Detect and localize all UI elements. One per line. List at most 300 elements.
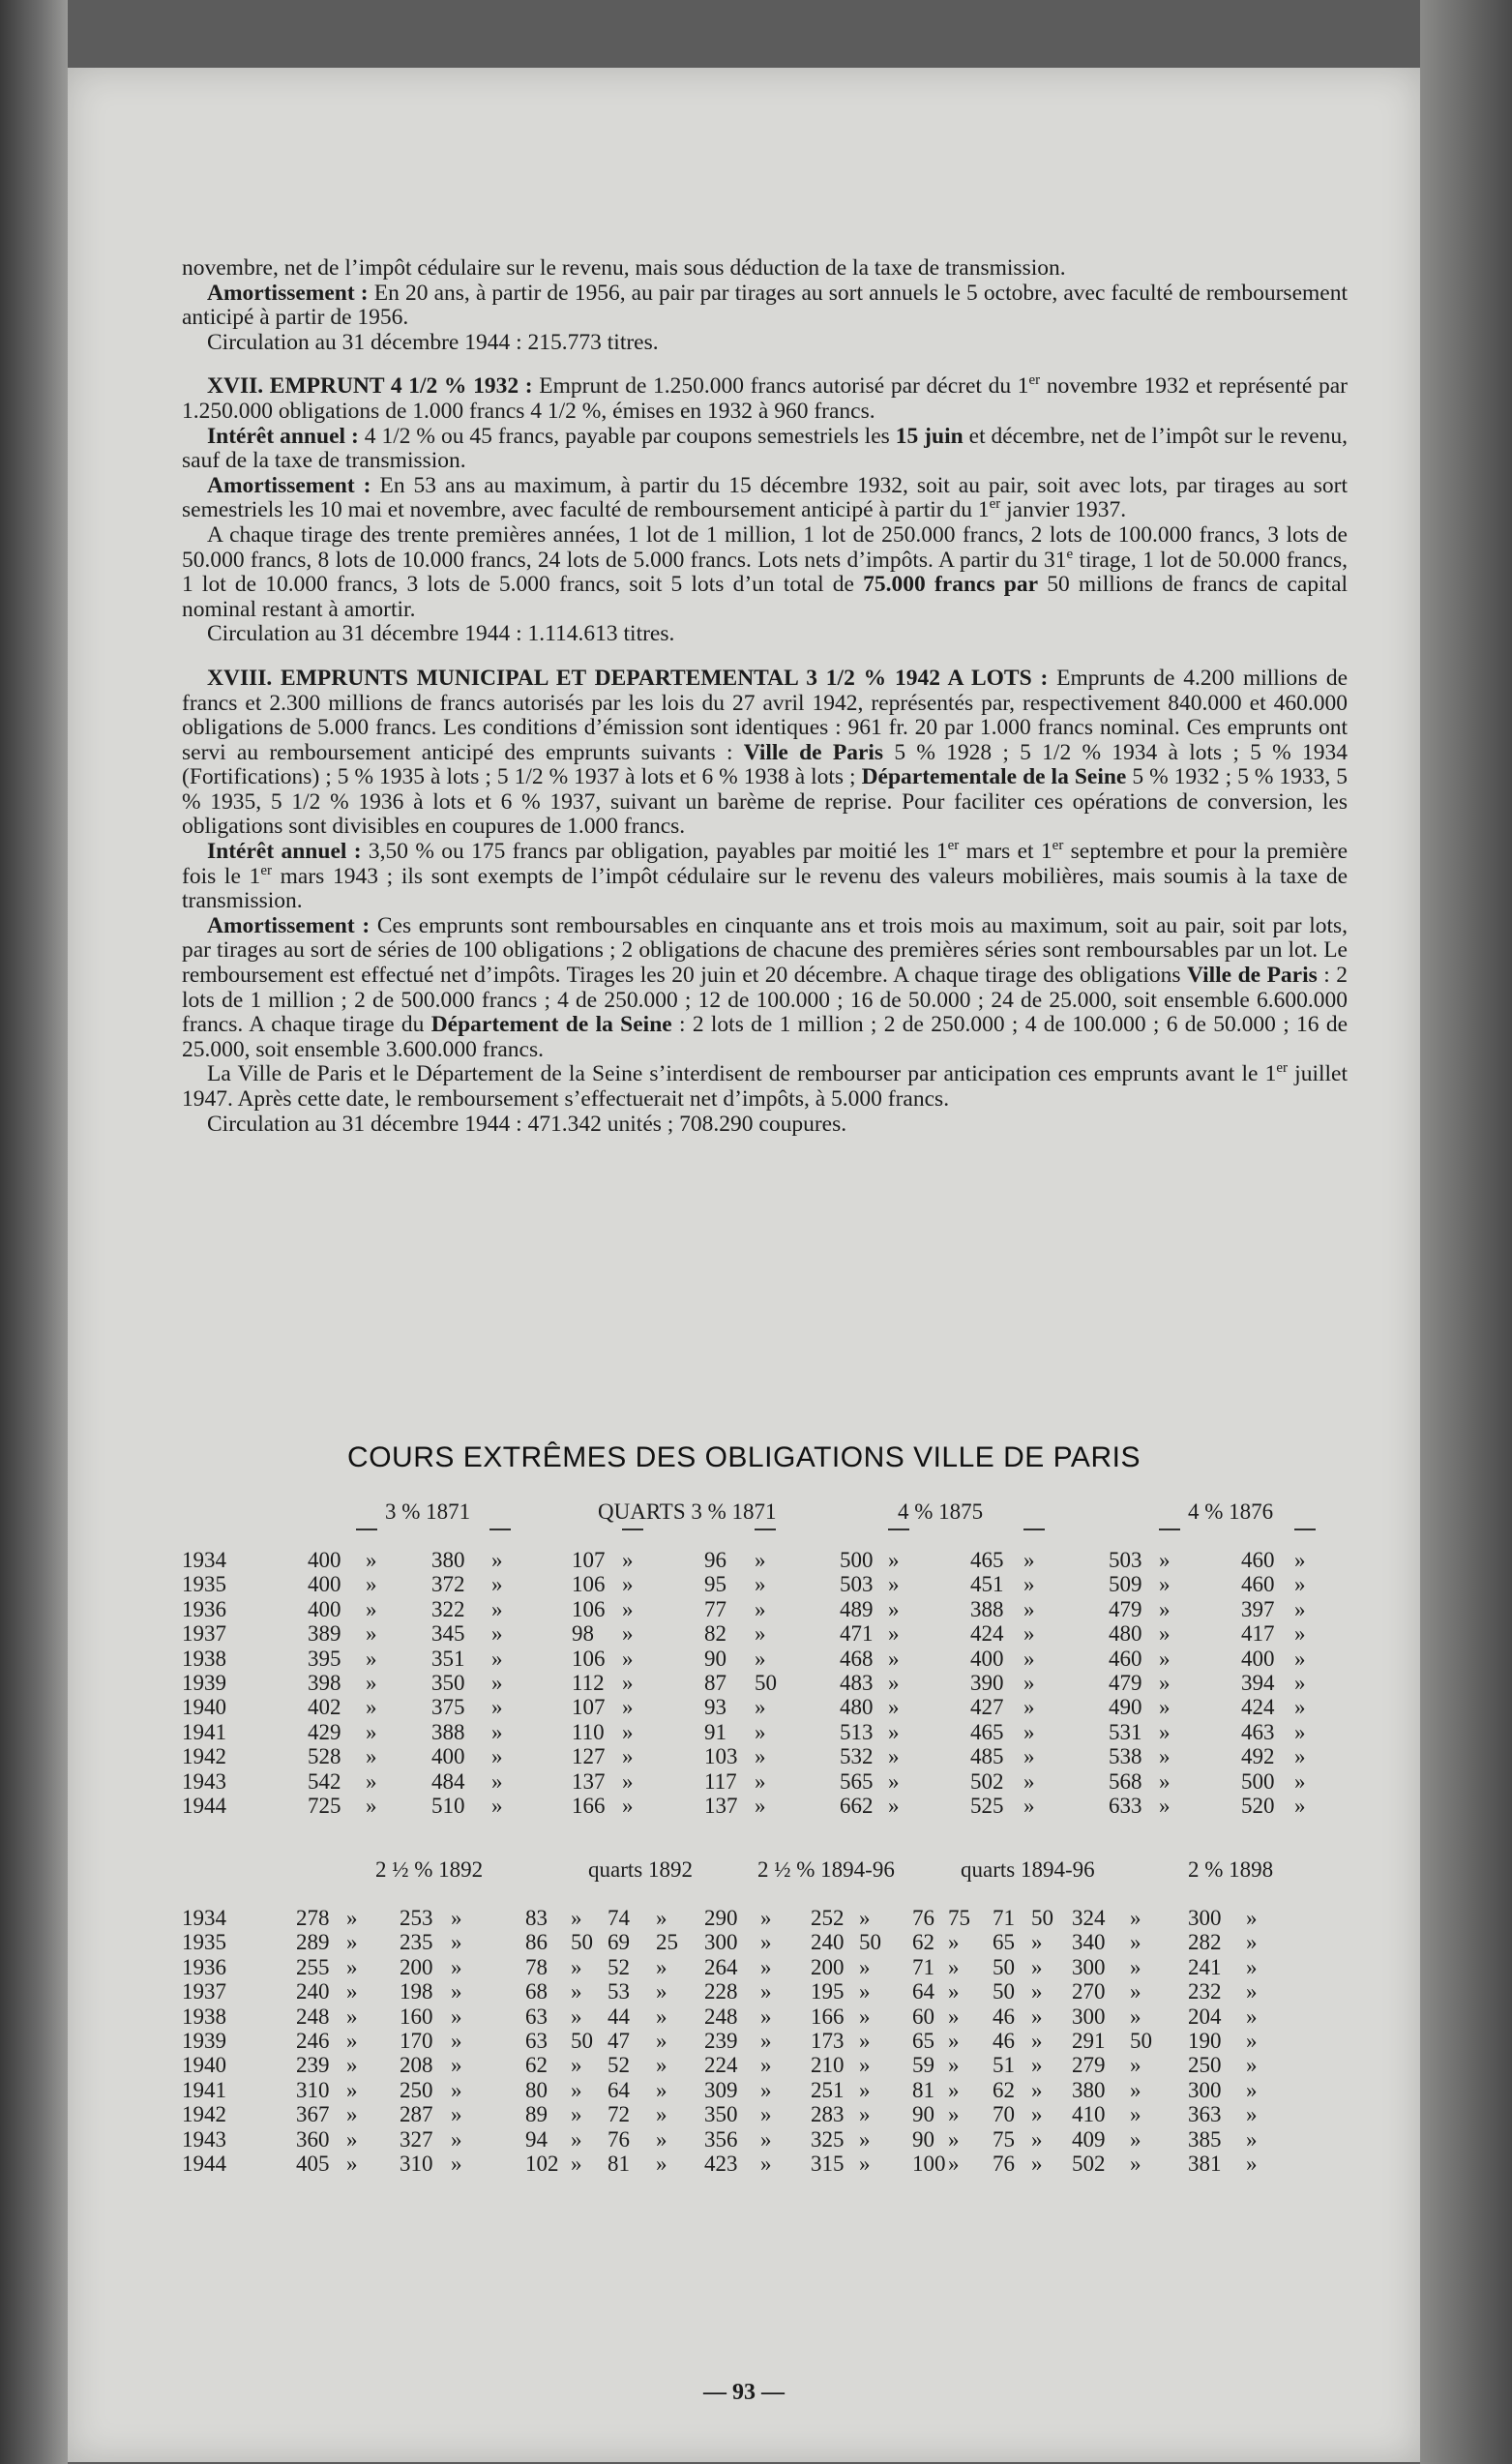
table-2-value-cell: 248 (296, 2004, 330, 2029)
table-2-row (182, 2004, 1348, 2029)
document-page (68, 68, 1420, 2462)
table-1-value-cell: 503 (1109, 1548, 1142, 1572)
table-1-fraction-cell: » (755, 1621, 766, 1647)
table-2-fraction-cell: » (656, 1979, 667, 2004)
table-1-row (182, 1671, 1348, 1695)
table-1-fraction-cell: » (1294, 1621, 1306, 1647)
table-2-fraction-cell: » (1130, 1954, 1141, 1979)
table-1-value-cell: 395 (308, 1646, 341, 1671)
table-1-fraction-cell: » (755, 1572, 766, 1597)
table-1-fraction-cell: » (366, 1768, 377, 1794)
table-2-fraction-cell: » (571, 2102, 582, 2127)
table-1-row (182, 1548, 1348, 1572)
table-2-fraction-cell: » (1031, 2004, 1043, 2029)
table-1-value-cell: 350 (431, 1670, 465, 1695)
section-xvii: XVII. EMPRUNT 4 1/2 % 1932 : Emprunt de 1.250.000 francs autorisé par décret du 1er novembre 1932 et représenté par 1.250.000 obligations de 1.000 francs 4 1/2 %, émises en 1932 à 960 francs. (182, 372, 1349, 424)
table-2-value-cell: 63 (525, 2004, 548, 2029)
table-2-fraction-cell: » (1130, 2102, 1141, 2127)
table-2-fraction-cell: » (346, 1930, 358, 1955)
table-2-value-cell: 310 (296, 2077, 330, 2102)
table-1-value-cell: 484 (431, 1768, 465, 1794)
table-1-fraction-cell: » (755, 1695, 766, 1720)
table-1-fraction-cell: » (1294, 1646, 1306, 1671)
table-2-value-cell: 71 (912, 1954, 934, 1979)
table-1-value-cell: 429 (308, 1719, 341, 1744)
table-2-value-cell: 502 (1072, 2151, 1106, 2176)
table-2-fraction-cell: » (451, 1954, 462, 1979)
table-1-value-cell: 95 (704, 1572, 726, 1597)
table-1-value-cell: 542 (308, 1768, 341, 1794)
table-1-row (182, 1695, 1348, 1719)
table-1-fraction-cell: 50 (755, 1670, 777, 1695)
table-2-value-cell: 50 (993, 1979, 1015, 2004)
table-2-col-header: quarts 1892 (588, 1857, 693, 1882)
table-2-value-cell: 241 (1188, 1954, 1222, 1979)
table-2-value-cell: 324 (1072, 1906, 1106, 1930)
table-2-fraction-cell: 50 (571, 1930, 593, 1955)
table-2-value-cell: 76 (993, 2151, 1015, 2176)
section-xviii-note: La Ville de Paris et le Département de la Seine s’interdisent de rembourser par anticipation ces emprunts avant le 1er juillet 1947. Après cette date, le remboursement s’effectuerait net d’impôts, à 5.000 francs. (182, 1060, 1348, 1112)
table-1-value-cell: 503 (840, 1572, 874, 1597)
table-2-fraction-cell: » (948, 2028, 960, 2053)
table-2-fraction-cell: » (451, 1930, 462, 1955)
table-1-row (182, 1744, 1348, 1768)
table-2-fraction-cell: » (948, 2004, 960, 2029)
section-xviii-circulation: Circulation au 31 décembre 1944 : 471.342 unités ; 708.290 coupures. (207, 1111, 847, 1137)
table-2-value-cell: 283 (811, 2102, 845, 2127)
table-1-fraction-cell: » (366, 1596, 377, 1621)
table-2-header (182, 1857, 1348, 1886)
table-1-value-cell: 96 (704, 1548, 726, 1572)
table-2-value-cell: 325 (811, 2126, 845, 2152)
table-2-value-cell: 300 (1072, 2004, 1106, 2029)
table-2-fraction-cell: » (346, 1906, 358, 1930)
table-1-value-cell: 107 (572, 1695, 606, 1720)
table-2-value-cell: 239 (704, 2028, 738, 2053)
table-1-value-cell: 479 (1109, 1670, 1142, 1695)
table-2-fraction-cell: » (656, 2102, 667, 2127)
table-2-fraction-cell: » (451, 1979, 462, 2004)
table-2-value-cell: 46 (993, 2004, 1015, 2029)
table-1-fraction-cell: » (491, 1695, 503, 1720)
table-1-fraction-cell: » (755, 1596, 766, 1621)
table-1-value-cell: 532 (840, 1744, 874, 1769)
table-2-fraction-cell: » (948, 1979, 960, 2004)
table-1-fraction-cell: » (1159, 1548, 1171, 1572)
table-2-fraction-cell: » (346, 2004, 358, 2029)
table-1-fraction-cell: » (622, 1548, 634, 1572)
table-1-row (182, 1647, 1348, 1671)
table-2-value-cell: 62 (912, 1930, 934, 1955)
paragraph-circulation: Circulation au 31 décembre 1944 : 215.773 titres. (207, 329, 659, 355)
table-1-row (182, 1769, 1348, 1794)
table-1-fraction-cell: » (622, 1719, 634, 1744)
table-2-fraction-cell: » (346, 2028, 358, 2053)
table-1-value-cell: 460 (1241, 1572, 1275, 1597)
table-2-fraction-cell: » (948, 1930, 960, 1955)
table-1-fraction-cell: » (366, 1744, 377, 1769)
section-xvii-amortissement: Amortissement : En 53 ans au maximum, à partir du 15 décembre 1932, soit au pair, soit avec lots, par tirages au sort semestriels les 10 mai et novembre, avec faculté de remboursement anticipé à partir du 1er janvier 1937. (182, 472, 1349, 523)
table-2-fraction-cell: » (760, 2053, 772, 2078)
table-1-fraction-cell: » (755, 1646, 766, 1671)
paragraph-amortissement: Amortissement : En 20 ans, à partir de 1956, au pair par tirages au sort annuels le 5 octobre, avec faculté de remboursement anticipé à partir de 1956. (182, 280, 1348, 331)
table-2-fraction-cell: » (948, 2077, 960, 2102)
table-1-fraction-cell: » (1023, 1744, 1035, 1769)
table-2-fraction-cell: » (1031, 2077, 1043, 2102)
section-xvii-title: XVII. EMPRUNT 4 1/2 % 1932 : (207, 373, 533, 400)
table-2-value-cell: 240 (811, 1930, 845, 1955)
table-2-fraction-cell: » (656, 2053, 667, 2078)
table-2-fraction-cell: » (656, 1906, 667, 1930)
table-2-value-cell: 290 (704, 1906, 738, 1930)
table-2-value-cell: 200 (811, 1954, 845, 1979)
table-2-value-cell: 170 (400, 2028, 433, 2053)
table-2-fraction-cell: » (451, 2004, 462, 2029)
table-2-value-cell: 315 (811, 2151, 845, 2176)
table-2-fraction-cell: » (571, 1906, 582, 1930)
table-1-fraction-cell: » (1294, 1744, 1306, 1769)
table-2-value-cell: 340 (1072, 1930, 1106, 1955)
table-2-fraction-cell: » (656, 1954, 667, 1979)
table-2-fraction-cell: » (1246, 2004, 1258, 2029)
table-2-value-cell: 255 (296, 1954, 330, 1979)
table-1-value-cell: 394 (1241, 1670, 1275, 1695)
table-1-value-cell: 460 (1241, 1548, 1275, 1572)
table-2-fraction-cell: » (948, 2151, 960, 2176)
table-1-value-cell: 417 (1241, 1621, 1275, 1647)
table-2-fraction-cell: 75 (948, 1906, 970, 1930)
table-2-value-cell: 83 (525, 1906, 548, 1930)
table-2-value-cell: 270 (1072, 1979, 1106, 2004)
table-1-value-cell: 509 (1109, 1572, 1142, 1597)
table-2-fraction-cell: » (948, 2126, 960, 2152)
table-2-value-cell: 70 (993, 2102, 1015, 2127)
table-1-value-cell: 538 (1109, 1744, 1142, 1769)
table-2-year-cell: 1939 (182, 2028, 226, 2053)
table-2-year-cell: 1937 (182, 1979, 226, 2004)
table-2-fraction-cell: » (656, 2151, 667, 2176)
table-2-fraction-cell: » (760, 2126, 772, 2152)
table-2-col-header: 2 ½ % 1894-96 (757, 1857, 895, 1882)
table-2-value-cell: 59 (912, 2053, 934, 2078)
table-2-fraction-cell: » (1130, 1979, 1141, 2004)
table-1-fraction-cell: » (1159, 1695, 1171, 1720)
table-1-fraction-cell: » (1159, 1793, 1171, 1818)
table-1-fraction-cell: » (1159, 1744, 1171, 1769)
table-2-value-cell: 251 (811, 2077, 845, 2102)
table-2-year-cell: 1942 (182, 2102, 226, 2127)
table-1-fraction-cell: » (622, 1646, 634, 1671)
table-2-fraction-cell: » (656, 2126, 667, 2152)
table-2-value-cell: 86 (525, 1930, 548, 1955)
table-2-fraction-cell: » (451, 2126, 462, 2152)
table-2-value-cell: 81 (912, 2077, 934, 2102)
table-1-fraction-cell: » (366, 1572, 377, 1597)
table-2-fraction-cell: » (451, 2053, 462, 2078)
table-2-fraction-cell: » (1130, 1906, 1141, 1930)
table-1-row (182, 1597, 1348, 1621)
table-2-value-cell: 75 (993, 2126, 1015, 2152)
table-2-value-cell: 253 (400, 1906, 433, 1930)
table-2-value-cell: 62 (525, 2053, 548, 2078)
table-2-value-cell: 47 (608, 2028, 630, 2053)
table-2-fraction-cell: » (760, 2102, 772, 2127)
table-2-value-cell: 89 (525, 2102, 548, 2127)
table-1-value-cell: 388 (970, 1596, 1004, 1621)
table-1-fraction-cell: » (491, 1719, 503, 1744)
table-2-value-cell: 190 (1188, 2028, 1222, 2053)
table-1-fraction-cell: » (366, 1646, 377, 1671)
table-2-fraction-cell: » (1246, 1979, 1258, 2004)
table-2-fraction-cell: » (1130, 2126, 1141, 2152)
table-2-fraction-cell: » (859, 2053, 871, 2078)
table-1-fraction-cell: » (1023, 1572, 1035, 1597)
table-1-value-cell: 520 (1241, 1793, 1275, 1818)
table-2-fraction-cell: » (1031, 1930, 1043, 1955)
table-2-fraction-cell: 50 (859, 1930, 881, 1955)
table-2-value-cell: 74 (608, 1906, 630, 1930)
table-1-fraction-cell: » (366, 1670, 377, 1695)
table-1-fraction-cell: » (622, 1695, 634, 1720)
table-1-value-cell: 117 (704, 1768, 737, 1794)
table-1-value-cell: 112 (572, 1670, 605, 1695)
table-2-value-cell: 210 (811, 2053, 845, 2078)
table-1-fraction-cell: » (366, 1719, 377, 1744)
table-2-value-cell: 208 (400, 2053, 433, 2078)
table-2-value-cell: 173 (811, 2028, 845, 2053)
table-2-fraction-cell: » (451, 2151, 462, 2176)
table-1-year-cell: 1936 (182, 1596, 226, 1621)
table-1-value-cell: 400 (970, 1646, 1004, 1671)
table-1-value-cell: 424 (970, 1621, 1004, 1647)
table-2-value-cell: 287 (400, 2102, 433, 2127)
table-2-fraction-cell: » (1246, 2077, 1258, 2102)
table-1-value-cell: 402 (308, 1695, 341, 1720)
table-2-value-cell: 51 (993, 2053, 1015, 2078)
table-2-value-cell: 252 (811, 1906, 845, 1930)
table-2-value-cell: 228 (704, 1979, 738, 2004)
table-2-fraction-cell: » (1246, 2126, 1258, 2152)
table-2-value-cell: 360 (296, 2126, 330, 2152)
table-1-value-cell: 513 (840, 1719, 874, 1744)
table-1-fraction-cell: » (366, 1793, 377, 1818)
table-1-fraction-cell: » (755, 1768, 766, 1794)
table-2-fraction-cell: » (1130, 1930, 1141, 1955)
table-1-row (182, 1572, 1348, 1596)
table-2-value-cell: 300 (1188, 1906, 1222, 1930)
table-2-value-cell: 80 (525, 2077, 548, 2102)
table-1-fraction-cell: » (1294, 1695, 1306, 1720)
table-2-fraction-cell: » (346, 1954, 358, 1979)
table-1-row (182, 1621, 1348, 1646)
table-2-col-header: 2 ½ % 1892 (375, 1857, 484, 1882)
table-1-fraction-cell: » (1023, 1621, 1035, 1647)
table-1-year-cell: 1940 (182, 1695, 226, 1720)
table-1-fraction-cell: » (1294, 1548, 1306, 1572)
table-1-value-cell: 465 (970, 1719, 1004, 1744)
table-1-value-cell: 380 (431, 1548, 465, 1572)
table-2-fraction-cell: » (1031, 2126, 1043, 2152)
table-2-fraction-cell: » (859, 2077, 871, 2102)
table-1-value-cell: 351 (431, 1646, 465, 1671)
table-2-fraction-cell: » (1246, 2053, 1258, 2078)
table-2-value-cell: 410 (1072, 2102, 1106, 2127)
table-1-row (182, 1794, 1348, 1818)
table-1-value-cell: 87 (704, 1670, 726, 1695)
table-2-fraction-cell: » (760, 2004, 772, 2029)
table-2-row (182, 2102, 1348, 2126)
table-1-value-cell: 525 (970, 1793, 1004, 1818)
table-2-fraction-cell: » (760, 1930, 772, 1955)
table-1-value-cell: 400 (308, 1572, 341, 1597)
table-2-value-cell: 200 (400, 1954, 433, 1979)
table-1-fraction-cell: » (1023, 1793, 1035, 1818)
table-2-value-cell: 300 (1072, 1954, 1106, 1979)
table-2-row (182, 2053, 1348, 2077)
table-2-fraction-cell: » (859, 2004, 871, 2029)
section-xviii-title: XVIII. EMPRUNTS MUNICIPAL ET DEPARTEMENTAL 3 1/2 % 1942 A LOTS : (207, 665, 1049, 691)
table-1-fraction-cell: » (622, 1670, 634, 1695)
table-1-value-cell: 103 (704, 1744, 738, 1769)
table-2-year-cell: 1940 (182, 2053, 226, 2078)
table-2-value-cell: 78 (525, 1954, 548, 1979)
table-2-fraction-cell: » (1246, 2028, 1258, 2053)
table-2-fraction-cell: » (760, 1906, 772, 1930)
table-2-value-cell: 350 (704, 2102, 738, 2127)
table-2-value-cell: 90 (912, 2102, 934, 2127)
table-1-value-cell: 397 (1241, 1596, 1275, 1621)
table-1-fraction-cell: » (491, 1548, 503, 1572)
table-2-fraction-cell: » (1246, 1930, 1258, 1955)
table-1-fraction-cell: » (366, 1548, 377, 1572)
table-2-value-cell: 76 (608, 2126, 630, 2152)
table-2-value-cell: 327 (400, 2126, 433, 2152)
table-1-value-cell: 93 (704, 1695, 726, 1720)
table-1-value-cell: 400 (431, 1744, 465, 1769)
table-2-fraction-cell: » (346, 2053, 358, 2078)
table-2-fraction-cell: » (571, 2053, 582, 2078)
table-1-fraction-cell: » (1023, 1768, 1035, 1794)
table-1-fraction-cell: » (1294, 1670, 1306, 1695)
table-1-fraction-cell: » (1294, 1768, 1306, 1794)
table-1-fraction-cell: » (1023, 1596, 1035, 1621)
table-1-fraction-cell: » (1159, 1621, 1171, 1647)
table-1-value-cell: 388 (431, 1719, 465, 1744)
table-1-fraction-cell: » (888, 1793, 900, 1818)
table-1-value-cell: 166 (572, 1793, 606, 1818)
table-1-fraction-cell: » (1159, 1596, 1171, 1621)
table-2-value-cell: 240 (296, 1979, 330, 2004)
table-2-fraction-cell: » (571, 2126, 582, 2152)
table-2-fraction-cell: » (859, 2028, 871, 2053)
table-2-value-cell: 81 (608, 2151, 630, 2176)
bond-prices-table-1 (182, 1499, 1348, 1818)
table-2-fraction-cell: » (859, 2126, 871, 2152)
table-2-value-cell: 71 (993, 1906, 1015, 1930)
table-2-fraction-cell: » (1246, 2151, 1258, 2176)
table-2-fraction-cell: » (346, 2126, 358, 2152)
table-1-fraction-cell: » (1159, 1719, 1171, 1744)
table-2-fraction-cell: » (451, 2028, 462, 2053)
table-1-value-cell: 489 (840, 1596, 874, 1621)
table-2-value-cell: 64 (608, 2077, 630, 2102)
table-2-fraction-cell: » (1130, 2077, 1141, 2102)
table-2-value-cell: 52 (608, 1954, 630, 1979)
table-1-value-cell: 137 (704, 1793, 738, 1818)
table-1-year-cell: 1934 (182, 1548, 226, 1572)
table-1-value-cell: 528 (308, 1744, 341, 1769)
table-2-value-cell: 224 (704, 2053, 738, 2078)
table-1-year-cell: 1935 (182, 1572, 226, 1597)
table-1-value-cell: 345 (431, 1621, 465, 1647)
table-1-value-cell: 568 (1109, 1768, 1142, 1794)
table-1-fraction-cell: » (1159, 1572, 1171, 1597)
table-1-value-cell: 480 (1109, 1621, 1142, 1647)
table-1-value-cell: 400 (308, 1548, 341, 1572)
table-1-row (182, 1720, 1348, 1744)
table-2-value-cell: 282 (1188, 1930, 1222, 1955)
table-1-col-header: 4 % 1875 (898, 1499, 984, 1524)
table-1-fraction-cell: » (755, 1793, 766, 1818)
table-2-fraction-cell: » (656, 2028, 667, 2053)
table-1-col-header: 4 % 1876 (1188, 1499, 1274, 1524)
table-2-row (182, 1979, 1348, 2004)
table-1-fraction-cell: » (622, 1621, 634, 1647)
table-2-fraction-cell: » (571, 1979, 582, 2004)
table-2-value-cell: 235 (400, 1930, 433, 1955)
table-2-value-cell: 300 (704, 1930, 738, 1955)
table-1-fraction-cell: » (1159, 1646, 1171, 1671)
table-2-fraction-cell: » (346, 1979, 358, 2004)
table-1-col-header: QUARTS 3 % 1871 (598, 1499, 777, 1524)
table-1-fraction-cell: » (1159, 1670, 1171, 1695)
table-2-row (182, 2029, 1348, 2053)
paragraph-continuation: novembre, net de l’impôt cédulaire sur le revenu, mais sous déduction de la taxe de transmission. (182, 255, 1066, 281)
table-2-fraction-cell: » (760, 1979, 772, 2004)
table-1-value-cell: 98 (572, 1621, 594, 1647)
table-1-fraction-cell: » (888, 1548, 900, 1572)
table-2-row (182, 2078, 1348, 2102)
table-2-value-cell: 250 (400, 2077, 433, 2102)
table-2-fraction-cell: » (346, 2151, 358, 2176)
table-1-fraction-cell: » (491, 1596, 503, 1621)
table-2-value-cell: 166 (811, 2004, 845, 2029)
table-1-value-cell: 372 (431, 1572, 465, 1597)
table-1-fraction-cell: » (622, 1596, 634, 1621)
table-1-fraction-cell: » (491, 1744, 503, 1769)
table-1-fraction-cell: » (491, 1621, 503, 1647)
table-1-value-cell: 500 (1241, 1768, 1275, 1794)
table-2-value-cell: 356 (704, 2126, 738, 2152)
table-1-fraction-cell: » (1023, 1670, 1035, 1695)
table-1-fraction-cell: » (888, 1768, 900, 1794)
table-1-year-cell: 1939 (182, 1670, 226, 1695)
bond-prices-table-2 (182, 1857, 1348, 2176)
table-1-fraction-cell: » (491, 1572, 503, 1597)
table-1-fraction-cell: » (622, 1768, 634, 1794)
table-2-row (182, 1955, 1348, 1979)
table-1-value-cell: 565 (840, 1768, 874, 1794)
table-1-value-cell: 400 (1241, 1646, 1275, 1671)
table-2-year-cell: 1944 (182, 2151, 226, 2176)
table-2-value-cell: 363 (1188, 2102, 1222, 2127)
table-1-fraction-cell: » (366, 1695, 377, 1720)
table-1-value-cell: 460 (1109, 1646, 1142, 1671)
table-1-value-cell: 427 (970, 1695, 1004, 1720)
table-2-value-cell: 69 (608, 1930, 630, 1955)
table-2-fraction-cell: » (1031, 2028, 1043, 2053)
table-1-fraction-cell: » (1294, 1596, 1306, 1621)
